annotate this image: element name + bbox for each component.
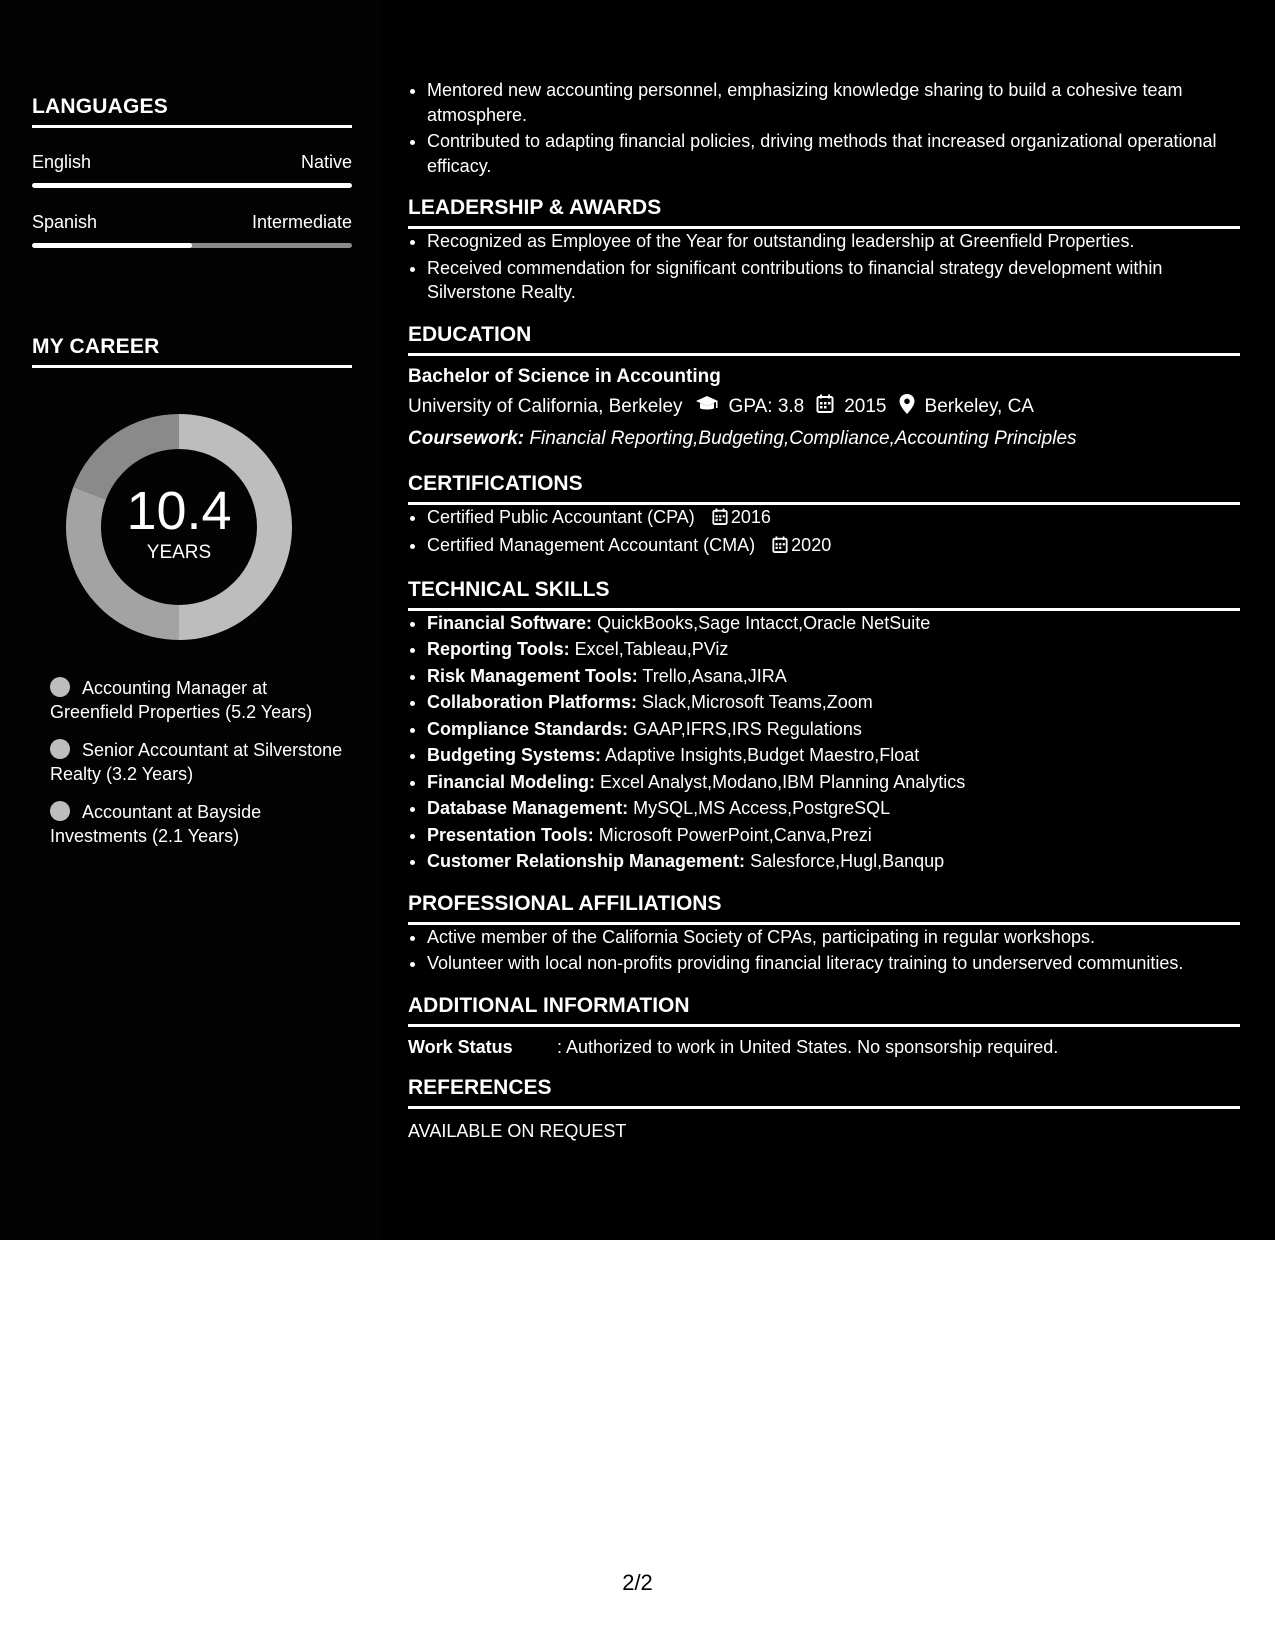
skill-label: Customer Relationship Management:	[427, 851, 746, 871]
bullet-dot-icon	[50, 801, 70, 821]
coursework-list: Financial Reporting,Budgeting,Compliance,Accounting Principles	[529, 427, 1077, 449]
education-details	[408, 394, 1240, 420]
school-name: University of California, Berkeley	[408, 395, 683, 417]
language-level: Intermediate	[251, 212, 352, 232]
skills-section	[408, 578, 1240, 874]
certification-year: 2020	[791, 535, 832, 555]
coursework	[408, 428, 1240, 450]
skill-label: Financial Software:	[427, 612, 593, 633]
section-heading: PROFESSIONAL AFFILIATIONS	[408, 892, 1240, 925]
skill-value: GAAP,IFRS,IRS Regulations	[633, 718, 862, 739]
degree-title: Bachelor of Science in Accounting	[408, 365, 721, 387]
affiliations-section	[408, 892, 1240, 976]
skill-value: Slack,Microsoft Teams,Zoom	[642, 692, 873, 712]
bullet-dot-icon	[50, 677, 70, 697]
school-location: Berkeley, CA	[924, 395, 1034, 417]
list-item: • Mentored new accounting personnel, emphasizing knowledge sharing to build a cohesive team atmosphere.	[427, 78, 1240, 127]
list-item	[427, 849, 1240, 874]
list-item	[427, 533, 1240, 560]
career-section	[32, 335, 352, 368]
career-list	[50, 676, 350, 862]
experience-bullets	[408, 78, 1240, 178]
skill-label: Financial Modeling:	[427, 771, 596, 792]
skill-value: Microsoft PowerPoint,Canva,Prezi	[598, 824, 872, 845]
section-heading: REFERENCES	[408, 1076, 1240, 1109]
career-item	[50, 738, 350, 786]
references-text: AVAILABLE ON REQUEST	[408, 1120, 627, 1141]
main-column	[408, 78, 1240, 1142]
language-item	[32, 152, 352, 188]
skill-value: MySQL,MS Access,PostgreSQL	[633, 798, 891, 818]
location-pin-icon	[899, 394, 915, 420]
language-proficiency-fill	[32, 243, 192, 248]
graduation-cap-icon	[695, 395, 719, 419]
language-name: English	[32, 152, 92, 172]
skill-value: Trello,Asana,JIRA	[642, 665, 787, 686]
list-item	[427, 637, 1240, 662]
career-item-text: Senior Accountant at Silverstone Realty (3.2 Years)	[50, 740, 343, 784]
list-item: • Received commendation for significant contributions to financial strategy development within Silverstone Realty.	[427, 256, 1240, 305]
language-proficiency-bar	[32, 183, 352, 188]
language-item	[32, 212, 352, 248]
list-item: • Active member of the California Society of CPAs, participating in regular workshops.	[427, 925, 1240, 950]
skill-value: Salesforce,Hugl,Banqup	[750, 851, 945, 871]
additional-info-section	[408, 994, 1240, 1058]
section-heading: ADDITIONAL INFORMATION	[408, 994, 1240, 1027]
language-proficiency-bar	[32, 243, 352, 248]
graduation-year: 2015	[844, 395, 887, 417]
section-heading: EDUCATION	[408, 323, 1240, 356]
section-heading: CERTIFICATIONS	[408, 472, 1240, 505]
language-name: Spanish	[32, 212, 98, 232]
skill-value: QuickBooks,Sage Intacct,Oracle NetSuite	[597, 612, 931, 633]
career-item-text: Accountant at Bayside Investments (2.1 Years)	[50, 802, 262, 846]
list-item	[427, 611, 1240, 636]
language-proficiency-fill	[32, 183, 352, 188]
calendar-icon	[712, 507, 728, 532]
career-heading: MY CAREER	[32, 335, 352, 368]
work-status-label: Work Status	[408, 1036, 513, 1057]
career-donut-chart	[66, 414, 292, 640]
section-heading: LEADERSHIP & AWARDS	[408, 196, 1240, 229]
certification-name: Certified Public Accountant (CPA)	[427, 506, 695, 527]
language-level: Native	[300, 152, 352, 172]
list-item: • Recognized as Employee of the Year for outstanding leadership at Greenfield Properties.	[427, 229, 1240, 254]
languages-section	[32, 95, 352, 248]
list-item	[427, 770, 1240, 795]
skill-label: Reporting Tools:	[427, 639, 570, 659]
leadership-section	[408, 196, 1240, 305]
skill-label: Budgeting Systems:	[427, 745, 602, 765]
list-item	[427, 664, 1240, 689]
bullet-dot-icon	[50, 739, 70, 759]
skill-label: Compliance Standards:	[427, 718, 629, 739]
skill-value: Excel,Tableau,PViz	[574, 639, 729, 659]
skill-label: Database Management:	[427, 798, 629, 818]
skills-list	[408, 611, 1240, 874]
education-section	[408, 323, 1240, 450]
career-item-text: Accounting Manager at Greenfield Properties (5.2 Years)	[50, 678, 313, 722]
references-section	[408, 1076, 1240, 1142]
list-item	[427, 690, 1240, 715]
languages-heading: LANGUAGES	[32, 95, 352, 128]
career-years-unit: YEARS	[146, 542, 212, 563]
list-item	[427, 505, 1240, 532]
certification-name: Certified Management Accountant (CMA)	[427, 535, 756, 555]
list-item: • Contributed to adapting financial policies, driving methods that increased organizational operational efficacy.	[427, 129, 1240, 178]
certifications-section	[408, 472, 1240, 560]
skill-label: Risk Management Tools:	[427, 665, 638, 686]
skill-label: Presentation Tools:	[427, 824, 594, 845]
list-item	[427, 743, 1240, 768]
work-status-value: : Authorized to work in United States. No sponsorship required.	[557, 1036, 1059, 1057]
calendar-icon	[772, 535, 788, 560]
section-heading: TECHNICAL SKILLS	[408, 578, 1240, 611]
sidebar	[0, 0, 380, 1240]
coursework-label: Coursework:	[408, 427, 525, 449]
list-item	[427, 796, 1240, 821]
list-item: • Volunteer with local non-profits providing financial literacy training to underserved communities.	[427, 951, 1240, 976]
career-item	[50, 676, 350, 724]
gpa: GPA: 3.8	[728, 395, 805, 417]
list-item	[427, 823, 1240, 848]
certification-year: 2016	[730, 506, 771, 527]
calendar-icon	[816, 394, 834, 419]
skill-value: Adaptive Insights,Budget Maestro,Float	[605, 745, 920, 765]
page-number: 2/2	[622, 1570, 653, 1595]
skill-label: Collaboration Platforms:	[427, 692, 638, 712]
list-item	[427, 717, 1240, 742]
career-item	[50, 800, 350, 848]
career-total-years: 10.4	[126, 481, 232, 541]
skill-value: Excel Analyst,Modano,IBM Planning Analytics	[600, 771, 966, 792]
